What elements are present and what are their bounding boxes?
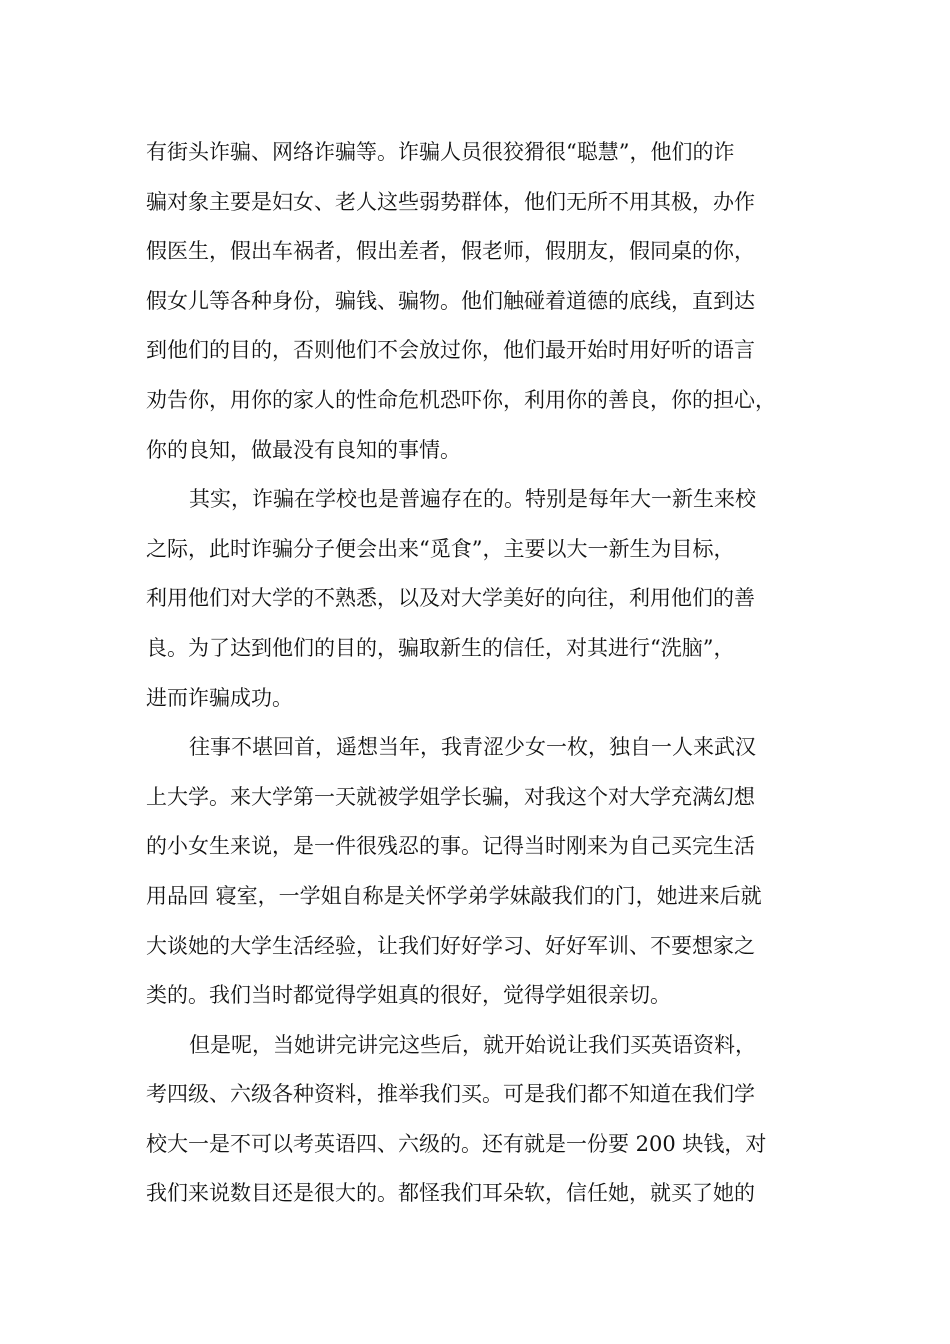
text-line: 良。为了达到他们的目的，骗取新生的信任，对其进行“洗脑”， (146, 635, 735, 660)
text-line: 类的。我们当时都觉得学姐真的很好，觉得学姐很亲切。 (146, 983, 671, 1008)
text-line: 校大一是不可以考英语四、六级的。还有就是一份要 200 块钱，对 (146, 1131, 767, 1156)
text-line: 的小女生来说，是一件很残忍的事。记得当时刚来为自己买完生活 (146, 834, 755, 859)
text-line: 之际，此时诈骗分子便会出来“觅食”，主要以大一新生为目标， (146, 536, 735, 561)
text-line: 有街头诈骗、网络诈骗等。诈骗人员很狡猾很“聪慧”，他们的诈 (146, 140, 735, 164)
paragraph-first-line: 其实，诈骗在学校也是普遍存在的。特别是每年大一新生来校 (189, 487, 756, 512)
text-line: 骗对象主要是妇女、老人这些弱势群体，他们无所不用其极，办作 (146, 189, 755, 214)
text-line: 用品回 寝室，一学姐自称是关怀学弟学妹敲我们的门，她进来后就 (146, 883, 762, 908)
text-line: 大谈她的大学生活经验，让我们好好学习、好好军训、不要想家之 (146, 933, 755, 958)
text-line: 假女儿等各种身份，骗钱、骗物。他们触碰着道德的底线，直到达 (146, 288, 755, 313)
text-line: 上大学。来大学第一天就被学姐学长骗，对我这个对大学充满幻想 (146, 784, 755, 809)
body-text (146, 128, 836, 1219)
text-line: 利用他们对大学的不熟悉，以及对大学美好的向往，利用他们的善 (146, 586, 755, 611)
text-line: 考四级、六级各种资料，推举我们买。可是我们都不知道在我们学 (146, 1082, 755, 1107)
text-line: 我们来说数目还是很大的。都怪我们耳朵软，信任她，就买了她的 (146, 1181, 755, 1206)
paragraph-first-line: 但是呢，当她讲完讲完这些后，就开始说让我们买英语资料， (189, 1032, 756, 1057)
text-line: 假医生，假出车祸者，假出差者，假老师，假朋友，假同桌的你， (146, 239, 755, 264)
paragraph-first-line: 往事不堪回首，遥想当年，我青涩少女一枚，独自一人来武汉 (189, 735, 756, 760)
text-line: 劝告你，用你的家人的性命危机恐吓你，利用你的善良，你的担心， (146, 387, 776, 412)
text-line: 进而诈骗成功。 (146, 685, 293, 710)
text-line: 到他们的目的，否则他们不会放过你，他们最开始时用好听的语言 (146, 338, 755, 363)
text-line: 你的良知，做最没有良知的事情。 (146, 437, 461, 462)
